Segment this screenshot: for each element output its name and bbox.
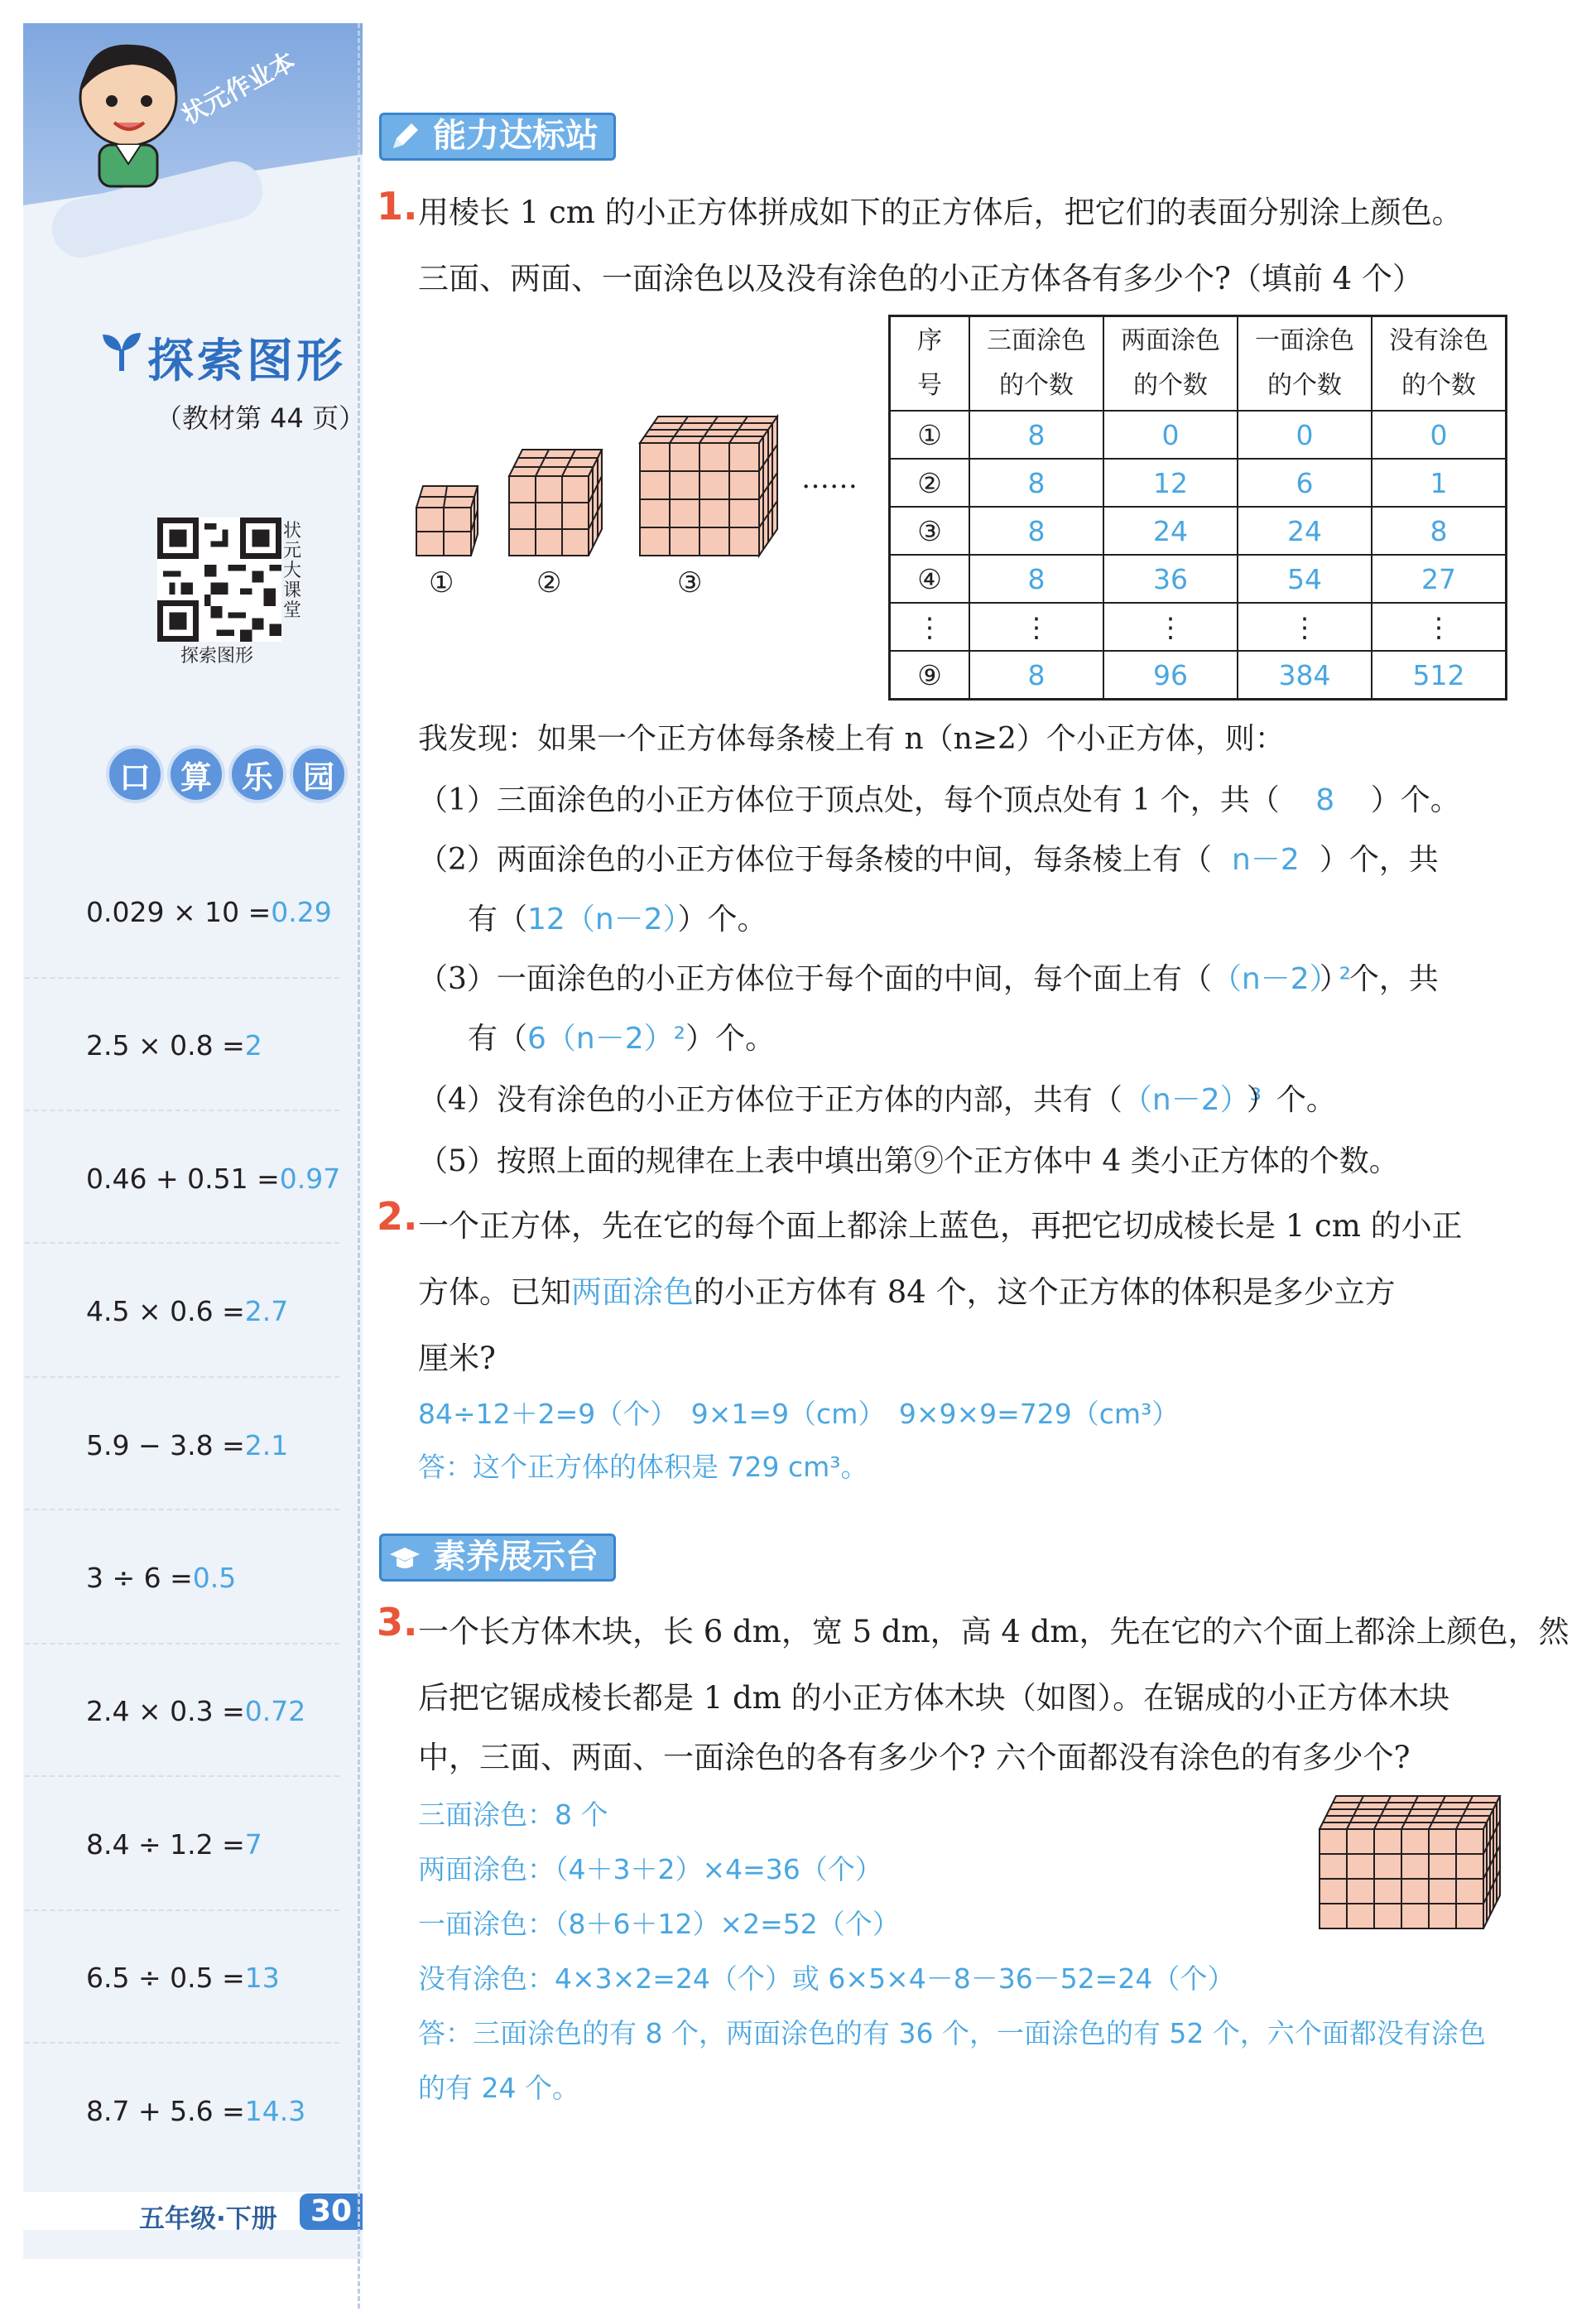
q2-text: 方体。已知两面涂色的小正方体有 84 个，这个正方体的体积是多少立方	[418, 1274, 1396, 1310]
footer-grade: 五年级·下册	[139, 2204, 277, 2234]
table-cell: 0	[1238, 411, 1372, 459]
oral-problem: 8.4 ÷ 1.2 =7	[86, 1828, 262, 1861]
q1-text: 三面、两面、一面涂色以及没有涂色的小正方体各有多少个?（填前 4 个）	[418, 261, 1423, 296]
table-cell: 27	[1372, 555, 1507, 603]
cube-label: ②	[536, 566, 562, 599]
header-cell: 序 号	[890, 316, 970, 412]
table-header-row	[890, 316, 1507, 412]
table-cell: 0	[1103, 411, 1238, 459]
q3-text: 后把它锯成棱长都是 1 dm 的小正方体木块（如图）。在锯成的小正方体木块	[418, 1680, 1450, 1716]
ellipsis: ……	[801, 462, 858, 495]
page-number: 30	[300, 2193, 363, 2230]
table-row	[890, 651, 1507, 700]
row-index: ④	[890, 555, 970, 603]
table-cell: 8	[1372, 507, 1507, 555]
qr-side-text: 状元大课堂	[283, 521, 302, 621]
oral-problem: 2.5 × 0.8 =2	[86, 1029, 262, 1062]
answer: （n－2）²	[1211, 962, 1352, 996]
oral-arithmetic-badge	[106, 745, 348, 803]
table-cell: 1	[1372, 459, 1507, 507]
q3-text: 一个长方体木块，长 6 dm，宽 5 dm，高 4 dm，先在它的六个面上都涂上颜色，然	[418, 1614, 1570, 1649]
oral-answer: 7	[244, 1828, 262, 1861]
divider	[25, 1376, 339, 1378]
header-cell: 三面涂色 的个数	[969, 316, 1103, 412]
table-cell: 12	[1103, 459, 1238, 507]
answer: 8	[1315, 783, 1335, 817]
divider	[25, 1110, 339, 1111]
oral-answer: 0.5	[192, 1562, 237, 1594]
oral-answer: 2.1	[244, 1429, 289, 1461]
table-cell: 512	[1372, 651, 1507, 700]
badge-char: 算	[167, 745, 225, 803]
cube-label: ③	[677, 566, 703, 599]
sprout-icon	[99, 330, 144, 374]
finding-4: （4）没有涂色的小正方体位于正方体的内部，共有（（n－2）³）个。	[418, 1076, 1336, 1119]
oral-problem: 0.46 + 0.51 =0.97	[86, 1163, 341, 1195]
cuboid-figure	[1316, 1793, 1507, 1938]
cube-3	[640, 416, 777, 556]
cube-2	[509, 450, 602, 556]
q3-answer-line: 三面涂色：8 个	[418, 1798, 608, 1831]
sidebar-divider	[358, 23, 360, 2309]
divider	[25, 1775, 339, 1777]
table-cell: 8	[969, 507, 1103, 555]
q3-answer-line: 的有 24 个。	[418, 2072, 579, 2104]
table-cell: 8	[969, 459, 1103, 507]
q2-answer: 答：这个正方体的体积是 729 cm³。	[418, 1451, 868, 1483]
q3-answer-line: 答：三面涂色的有 8 个，两面涂色的有 36 个，一面涂色的有 52 个，六个面都没有涂色	[418, 2017, 1486, 2049]
question-number: 1.	[377, 184, 418, 229]
pencil-icon	[388, 120, 421, 153]
highlight: 两面涂色	[571, 1274, 694, 1310]
divider	[25, 1242, 339, 1244]
oral-problem: 6.5 ÷ 0.5 =13	[86, 1962, 280, 1994]
header-cell: 两面涂色 的个数	[1103, 316, 1238, 412]
oral-problem: 8.7 + 5.6 =14.3	[86, 2095, 306, 2127]
table-cell: 8	[969, 555, 1103, 603]
row-index: ⋮	[890, 603, 970, 651]
finding-1: （1）三面涂色的小正方体位于顶点处，每个顶点处有 1 个，共（ 8 ）个。	[418, 783, 1460, 817]
q3-text: 中，三面、两面、一面涂色的各有多少个? 六个面都没有涂色的有多少个?	[418, 1740, 1411, 1775]
discovery-text: 我发现：如果一个正方体每条棱上有 n（n≥2）个小正方体，则：	[418, 722, 1285, 756]
header-cell: 一面涂色 的个数	[1238, 316, 1372, 412]
badge-char: 口	[106, 745, 164, 803]
question-number: 2.	[377, 1194, 418, 1239]
finding-2: （2）两面涂色的小正方体位于每条棱的中间，每条棱上有（ n－2 ）个，共	[418, 836, 1439, 879]
question-number: 3.	[377, 1600, 418, 1644]
oral-problem: 5.9 − 3.8 =2.1	[86, 1429, 289, 1461]
answer: n－2	[1232, 843, 1300, 877]
cube-1	[416, 486, 478, 556]
oral-answer: 0.97	[279, 1163, 341, 1195]
row-index: ①	[890, 411, 970, 459]
table-row	[890, 555, 1507, 603]
oral-answer: 0.72	[244, 1695, 306, 1727]
oral-answer: 14.3	[244, 2095, 306, 2127]
table-cell: 6	[1238, 459, 1372, 507]
answer: 6（n－2）²	[527, 1022, 686, 1056]
q3-answer-line: 两面涂色：（4＋3＋2）×4=36（个）	[418, 1853, 882, 1885]
banner-text: 状元作业本	[176, 46, 300, 131]
q3-answer-line: 一面涂色：（8＋6＋12）×2=52（个）	[418, 1908, 900, 1940]
table-cell: 0	[1372, 411, 1507, 459]
section-tag-literacy: 素养展示台	[379, 1534, 616, 1582]
finding-3: （3）一面涂色的小正方体位于每个面的中间，每个面上有（（n－2）²）个，共	[418, 956, 1439, 998]
answer: 12（n－2）	[527, 903, 678, 937]
oral-answer: 2	[244, 1029, 262, 1062]
table-cell: ⋮	[969, 603, 1103, 651]
table-cell: 36	[1103, 555, 1238, 603]
row-index: ③	[890, 507, 970, 555]
oral-problem: 3 ÷ 6 =0.5	[86, 1562, 237, 1594]
table-cell: 24	[1103, 507, 1238, 555]
table-row	[890, 603, 1507, 651]
oral-problem: 4.5 × 0.6 =2.7	[86, 1295, 289, 1327]
table-cell: 8	[969, 411, 1103, 459]
table-cell: 8	[969, 651, 1103, 700]
table-row	[890, 411, 1507, 459]
table-cell: ⋮	[1103, 603, 1238, 651]
cube-label: ①	[429, 566, 454, 599]
cubes-figure	[410, 410, 873, 609]
table-row	[890, 507, 1507, 555]
finding-5: （5）按照上面的规律在上表中填出第⑨个正方体中 4 类小正方体的个数。	[418, 1144, 1399, 1178]
section-title: 探索图形	[147, 335, 346, 388]
divider	[25, 1643, 339, 1644]
q2-text: 厘米?	[418, 1341, 496, 1376]
table-row	[890, 459, 1507, 507]
graduation-cap-icon	[388, 1541, 421, 1574]
section-tag-ability: 能力达标站	[379, 113, 616, 161]
oral-answer: 0.29	[271, 896, 332, 928]
table-cell: 96	[1103, 651, 1238, 700]
oral-answer: 2.7	[244, 1295, 289, 1327]
divider	[25, 1909, 339, 1911]
answer: （n－2）³	[1122, 1083, 1262, 1117]
table-cell: 24	[1238, 507, 1372, 555]
boy-mascot-icon	[66, 33, 190, 190]
divider	[25, 977, 339, 979]
divider	[25, 2042, 339, 2044]
textbook-ref: （教材第 44 页）	[156, 402, 366, 434]
badge-char: 园	[290, 745, 348, 803]
table-cell: 54	[1238, 555, 1372, 603]
painted-cubes-table	[888, 315, 1507, 701]
q3-answer-line: 没有涂色：4×3×2=24（个）或 6×5×4－8－36－52=24（个）	[418, 1962, 1235, 1995]
row-index: ⑨	[890, 651, 970, 700]
qr-caption: 探索图形	[180, 646, 254, 667]
oral-problem: 2.4 × 0.3 =0.72	[86, 1695, 306, 1727]
table-cell: 384	[1238, 651, 1372, 700]
finding-3-cont: 有（6（n－2）²）个。	[468, 1022, 776, 1056]
table-cell: ⋮	[1372, 603, 1507, 651]
divider	[25, 1509, 339, 1510]
row-index: ②	[890, 459, 970, 507]
finding-2-cont: 有（12（n－2））个。	[468, 903, 767, 937]
q2-work: 84÷12＋2=9（个） 9×1=9（cm） 9×9×9=729（cm³）	[418, 1398, 1180, 1430]
qr-code-icon[interactable]	[157, 518, 281, 642]
badge-char: 乐	[228, 745, 286, 803]
q2-text: 一个正方体，先在它的每个面上都涂上蓝色，再把它切成棱长是 1 cm 的小正	[418, 1208, 1463, 1244]
q1-text: 用棱长 1 cm 的小正方体拼成如下的正方体后，把它们的表面分别涂上颜色。	[418, 195, 1463, 230]
header-cell: 没有涂色 的个数	[1372, 316, 1507, 412]
oral-problem: 0.029 × 10 =0.29	[86, 896, 332, 928]
oral-answer: 13	[244, 1962, 280, 1994]
table-cell: ⋮	[1238, 603, 1372, 651]
